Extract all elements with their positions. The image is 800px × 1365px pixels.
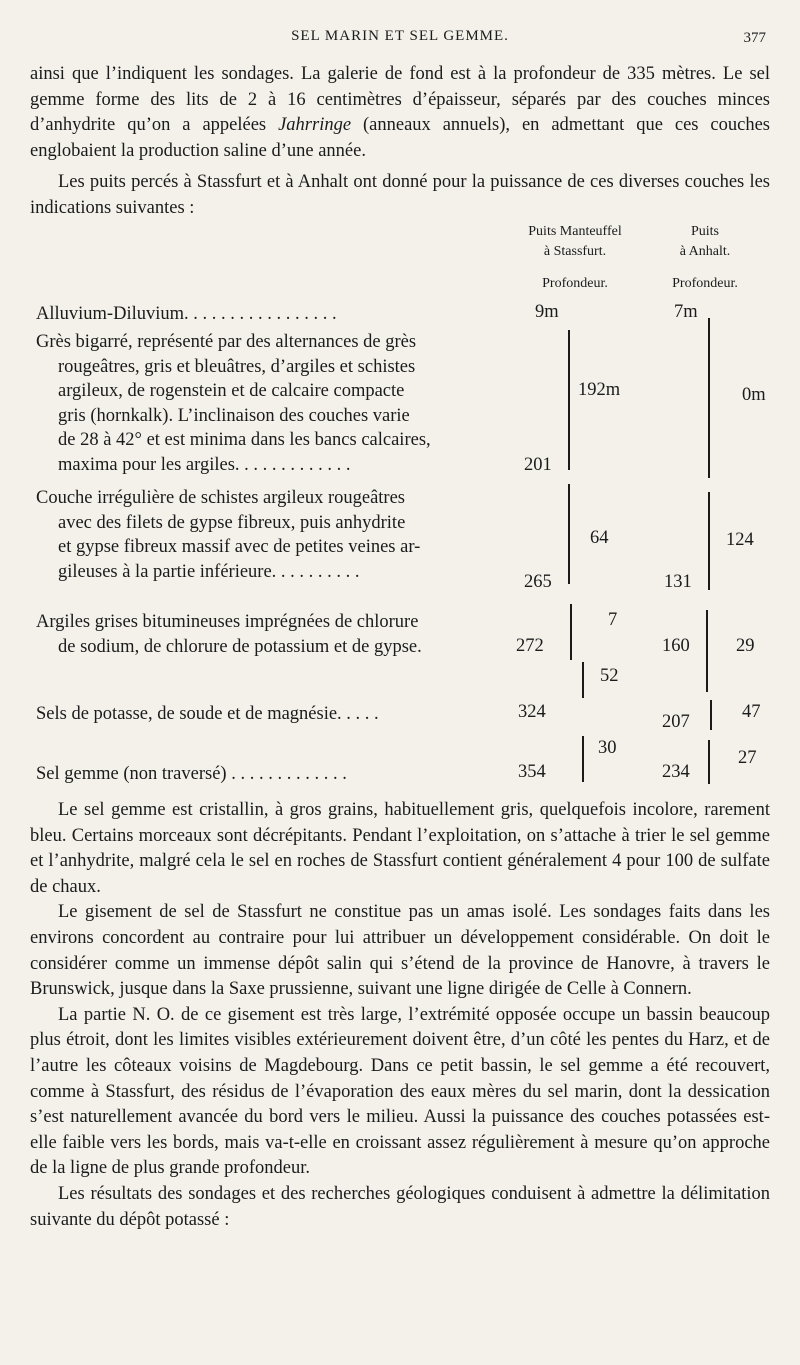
- row4-anhalt-depth: 160: [662, 636, 690, 656]
- col-head-anhalt: [650, 222, 760, 294]
- brace: [708, 740, 710, 784]
- row3-line: avec des filets de gypse fibreux, puis anhydrite: [58, 512, 406, 533]
- table-intro-text: Les puits percés à Stassfurt et à Anhalt ont donné pour la puissance de ces diverses couches les indications suivantes :: [30, 172, 770, 218]
- row4-stassfurt-between: 52: [600, 666, 619, 686]
- brace: [708, 318, 710, 478]
- row3-line: Couche irrégulière de schistes argileux rougeâtres: [36, 488, 406, 508]
- brace: [568, 484, 570, 584]
- row5-anhalt-depth: 207: [662, 712, 690, 732]
- row3-anhalt-thickness: 124: [726, 530, 754, 550]
- intro-paragraph: [30, 62, 770, 164]
- row3-stassfurt-depth: 265: [524, 572, 552, 592]
- row1-desc: Alluvium-Diluvium. . . . . . . . . . . . . . . . .: [36, 304, 337, 324]
- row2-line: argileux, de rogenstein et de calcaire compacte: [58, 381, 405, 401]
- brace: [710, 700, 712, 730]
- row6-desc: Sel gemme (non traversé) . . . . . . . . . . . . .: [36, 764, 347, 784]
- row2-line: maxima pour les argiles. . . . . . . . . . . . .: [58, 454, 351, 475]
- row5-anhalt-thickness: 47: [742, 702, 761, 722]
- row2-line: de 28 à 42° et est minima dans les bancs calcaires,: [58, 430, 431, 450]
- row2-anhalt-thickness: 0m: [742, 385, 766, 405]
- row2-line: gris (hornkalk). L’inclinaison des couches varie: [58, 405, 410, 426]
- row4-line: de sodium, de chlorure de potassium et de gypse.: [58, 636, 422, 657]
- brace: [570, 604, 572, 660]
- col2-title: Puits: [690, 224, 719, 239]
- running-head: [0, 22, 800, 48]
- row4-stassfurt-depth: 272: [516, 636, 544, 656]
- col-head-stassfurt: [500, 222, 650, 294]
- row3-line: gileuses à la partie inférieure. . . . . . . . . .: [58, 561, 360, 582]
- table-row: [36, 702, 379, 727]
- row4-anhalt-thickness: 29: [736, 636, 755, 656]
- table-row: [36, 486, 506, 584]
- row5-stassfurt-depth: 324: [518, 702, 546, 722]
- row2-stassfurt-depth: 201: [524, 455, 552, 475]
- row5-desc: Sels de potasse, de soude et de magnésie. . . . .: [36, 704, 379, 724]
- intro-text: ainsi que l’indiquent les sondages. La galerie de fond est à la profondeur de 335 mètres. Le sel gemme forme des lits de 2 à 16 centimètres d’épaisseur, séparés par des couches minces d’anhydrite qu’on a appelées: [30, 64, 770, 136]
- row6-anhalt-depth: 234: [662, 762, 690, 782]
- table-row: [36, 610, 516, 659]
- paragraph: Les résultats des sondages et des recherches géologiques conduisent à admettre la délimitation suivante du dépôt potassé :: [30, 1183, 770, 1230]
- table-row: [36, 330, 506, 477]
- row1-anhalt-depth: 7m: [674, 302, 698, 322]
- brace: [582, 662, 584, 698]
- row2-stassfurt-thickness: 192m: [578, 380, 621, 400]
- row3-stassfurt-thickness: 64: [590, 528, 609, 548]
- row5-stassfurt-between: 30: [598, 738, 617, 758]
- brace: [582, 736, 584, 782]
- table-intro-paragraph: [30, 170, 770, 221]
- page-number: 377: [743, 30, 766, 46]
- row3-line: et gypse fibreux massif avec de petites veines ar-: [58, 537, 421, 557]
- brace: [706, 610, 708, 692]
- row4-stassfurt-thickness: 7: [608, 610, 618, 630]
- intro-italic-term: Jahrringe: [278, 115, 352, 136]
- row1-stassfurt-depth: 9m: [535, 302, 559, 322]
- paragraph: Le gisement de sel de Stassfurt ne constitue pas un amas isolé. Les sondages faits dans les environs concordent au contraire pour lui attribuer un développement considérable. On doit le considérer comme un immense dépôt salin qui s’étend de la province de Hanovre, à travers le Brunswick, jusque dans la Saxe prussienne, suivant une ligne dirigée de Celle à Connern.: [30, 902, 770, 1000]
- brace: [568, 330, 570, 470]
- row6-stassfurt-depth: 354: [518, 762, 546, 782]
- brace: [708, 492, 710, 590]
- row6-anhalt-thickness: 27: [738, 748, 757, 768]
- col2-sub: à Anhalt.: [679, 244, 731, 259]
- table-row: [36, 302, 337, 327]
- running-title: SEL MARIN ET SEL GEMME.: [291, 28, 509, 44]
- paragraph: Le sel gemme est cristallin, à gros grains, habituellement gris, quelquefois incolore, rarement bleu. Certains morceaux sont décrépitants. Pendant l’exploitation, on s’attache à trier le sel gemme et l’anhydrite, malgré cela le sel en roches de Stassfurt contient généralement 4 pour 100 de sulfate de chaux.: [30, 800, 770, 897]
- col1-depth-label: Profondeur.: [542, 276, 608, 291]
- col1-sub: à Stassfurt.: [543, 244, 607, 259]
- row4-line: Argiles grises bitumineuses imprégnées de chlorure: [36, 612, 419, 632]
- row2-line: Grès bigarré, représenté par des alternances de grès: [36, 332, 417, 352]
- intro-text-end: (anneaux annuels), en admettant que ces couches englobaient la production saline d’une année.: [30, 115, 770, 161]
- col1-title: Puits Manteuffel: [528, 224, 622, 239]
- paragraph: La partie N. O. de ce gisement est très large, l’extrémité opposée occupe un bassin beaucoup plus étroit, dont les limites visibles extérieurement doivent être, d’un côté les pentes du Harz, et de l’autre les côteaux voisins de Magdebourg. Dans ce petit bassin, le sel gemme a été recouvert, comme à Stassfurt, des résidus de l’évaporation des eaux mères du sel marin, dont la dessication s’est naturellement avancée du bord vers le milieu. Aussi la puissance des couches potassées est-elle faible vers les bords, mais va-t-elle en croissant assez régulièrement à mesure qu’on approche de la ligne de plus grande profondeur.: [30, 1004, 770, 1179]
- row2-line: rougeâtres, gris et bleuâtres, d’argiles et schistes: [58, 356, 416, 377]
- table-row: [36, 762, 347, 787]
- col2-depth-label: Profondeur.: [672, 276, 738, 291]
- body-text: [30, 798, 770, 1233]
- row3-anhalt-depth: 131: [664, 572, 692, 592]
